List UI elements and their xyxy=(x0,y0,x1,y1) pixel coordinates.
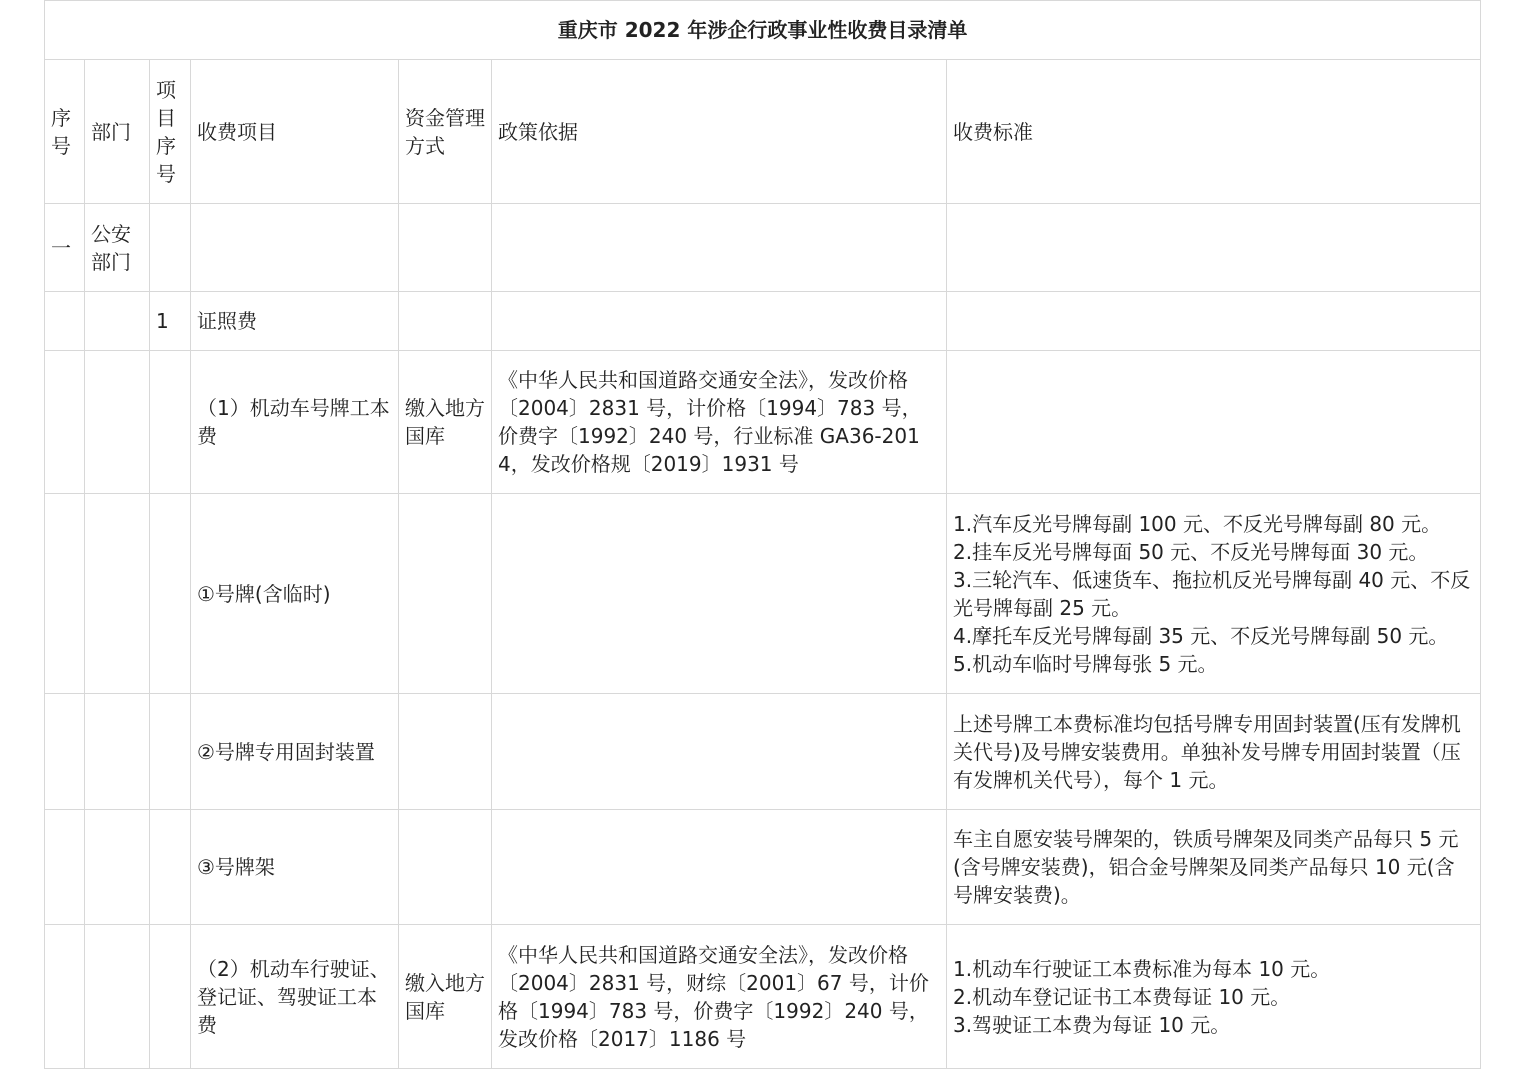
cell-item-seq xyxy=(150,351,191,494)
cell-department xyxy=(85,351,150,494)
table-row xyxy=(45,694,1481,810)
cell-seq xyxy=(45,810,85,925)
table-row xyxy=(45,351,1481,494)
cell-seq xyxy=(45,925,85,1069)
cell-item-seq xyxy=(150,810,191,925)
fee-standard-line: 4.摩托车反光号牌每副 35 元、不反光号牌每副 50 元。 xyxy=(953,623,1449,648)
cell-fund-management xyxy=(399,204,492,292)
fee-standard-line: 车主自愿安装号牌架的，铁质号牌架及同类产品每只 5 元(含号牌安装费)，铝合金号牌架及同类产品每只 10 元(含号牌安装费)。 xyxy=(953,827,1459,907)
table-row xyxy=(45,810,1481,925)
cell-department xyxy=(85,694,150,810)
cell-policy-basis xyxy=(492,494,947,694)
cell-fund-management xyxy=(399,694,492,810)
header-department: 部门 xyxy=(85,60,150,204)
cell-fee-item: ②号牌专用固封装置 xyxy=(191,694,399,810)
table-row xyxy=(45,494,1481,694)
cell-fund-management: 缴入地方国库 xyxy=(399,351,492,494)
fee-standard-line: 1.机动车行驶证工本费标准为每本 10 元。 xyxy=(953,956,1331,981)
header-row xyxy=(45,60,1481,204)
fee-standard-line: 3.驾驶证工本费为每证 10 元。 xyxy=(953,1012,1231,1037)
cell-seq xyxy=(45,494,85,694)
cell-fund-management: 缴入地方国库 xyxy=(399,925,492,1069)
fee-catalog-table xyxy=(44,0,1481,1069)
cell-fund-management xyxy=(399,810,492,925)
cell-seq xyxy=(45,292,85,351)
cell-fee-standard xyxy=(947,494,1481,694)
header-fee-standard: 收费标准 xyxy=(947,60,1481,204)
cell-item-seq: 1 xyxy=(150,292,191,351)
cell-item-seq xyxy=(150,494,191,694)
cell-fee-item xyxy=(191,204,399,292)
header-policy-basis: 政策依据 xyxy=(492,60,947,204)
header-fee-item: 收费项目 xyxy=(191,60,399,204)
cell-department xyxy=(85,925,150,1069)
cell-seq xyxy=(45,351,85,494)
cell-fee-standard xyxy=(947,694,1481,810)
cell-department xyxy=(85,810,150,925)
cell-fee-item: （1）机动车号牌工本费 xyxy=(191,351,399,494)
header-seq: 序号 xyxy=(45,60,85,204)
cell-policy-basis: 《中华人民共和国道路交通安全法》，发改价格〔2004〕2831 号，计价格〔1994〕783 号，价费字〔1992〕240 号，行业标准 GA36-2014，发改价格规〔2019〕1931 号 xyxy=(492,351,947,494)
cell-item-seq xyxy=(150,925,191,1069)
cell-fee-standard xyxy=(947,204,1481,292)
cell-policy-basis xyxy=(492,694,947,810)
fee-standard-line: 2.机动车登记证书工本费每证 10 元。 xyxy=(953,984,1291,1009)
fee-standard-line: 上述号牌工本费标准均包括号牌专用固封装置(压有发牌机关代号)及号牌安装费用。单独补发号牌专用固封装置（压有发牌机关代号），每个 1 元。 xyxy=(953,711,1461,792)
cell-seq: 一 xyxy=(45,204,85,292)
cell-policy-basis: 《中华人民共和国道路交通安全法》，发改价格〔2004〕2831 号，财综〔2001〕67 号，计价格〔1994〕783 号，价费字〔1992〕240 号，发改价格〔2017〕1186 号 xyxy=(492,925,947,1069)
table-title: 重庆市 2022 年涉企行政事业性收费目录清单 xyxy=(45,1,1481,60)
fee-standard-line: 1.汽车反光号牌每副 100 元、不反光号牌每副 80 元。 xyxy=(953,511,1442,536)
fee-standard-line: 3.三轮汽车、低速货车、拖拉机反光号牌每副 40 元、不反光号牌每副 25 元。 xyxy=(953,567,1471,620)
fee-standard-line: 2.挂车反光号牌每面 50 元、不反光号牌每面 30 元。 xyxy=(953,539,1429,564)
cell-item-seq xyxy=(150,694,191,810)
table-row xyxy=(45,925,1481,1069)
table-row xyxy=(45,204,1481,292)
cell-fee-item: ①号牌(含临时) xyxy=(191,494,399,694)
fee-standard-line: 5.机动车临时号牌每张 5 元。 xyxy=(953,651,1218,676)
cell-fee-item: ③号牌架 xyxy=(191,810,399,925)
cell-department xyxy=(85,494,150,694)
cell-department: 公安部门 xyxy=(85,204,150,292)
cell-department xyxy=(85,292,150,351)
cell-policy-basis xyxy=(492,810,947,925)
cell-fee-item: （2）机动车行驶证、登记证、驾驶证工本费 xyxy=(191,925,399,1069)
cell-fund-management xyxy=(399,292,492,351)
header-item-seq: 项目序号 xyxy=(150,60,191,204)
cell-fee-standard xyxy=(947,292,1481,351)
cell-policy-basis xyxy=(492,204,947,292)
cell-fee-standard xyxy=(947,351,1481,494)
cell-item-seq xyxy=(150,204,191,292)
cell-policy-basis xyxy=(492,292,947,351)
cell-fee-item: 证照费 xyxy=(191,292,399,351)
cell-fee-standard xyxy=(947,925,1481,1069)
document-page xyxy=(44,0,1480,1069)
cell-fund-management xyxy=(399,494,492,694)
table-row xyxy=(45,292,1481,351)
header-fund-management: 资金管理方式 xyxy=(399,60,492,204)
cell-fee-standard xyxy=(947,810,1481,925)
title-row xyxy=(45,1,1481,60)
cell-seq xyxy=(45,694,85,810)
